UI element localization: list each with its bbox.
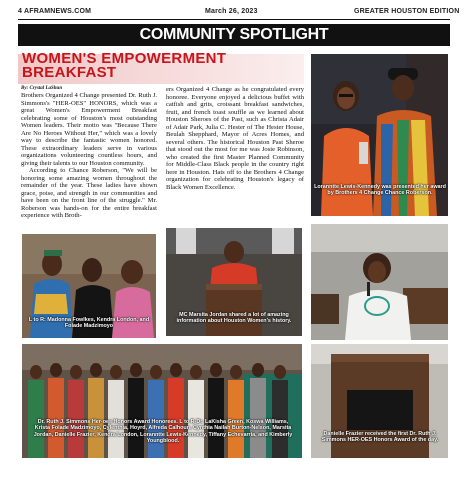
caption-mc-podium: MC Marsita Jordan shared a lot of amazing information about Houston Women's history. [176,312,292,325]
article-title-line2: BREAKFAST [22,64,117,81]
section-banner: COMMUNITY SPOTLIGHT [18,24,450,46]
header-rule [18,19,450,20]
article-column-2 [166,86,304,191]
issue-date: March 26, 2023 [205,8,258,15]
edition-name: GREATER HOUSTON EDITION [354,8,460,15]
caption-award-recipient: Danielle Frazier received the first Dr. Ruth J. Simmons HER-OES Honors Award of the day. [321,431,439,444]
article-title-line1: WOMEN'S EMPOWERMENT [22,50,227,67]
column-1-paragraph-1: Brothers Organized 4 Change presented Dr. Ruth J. Simmons's "HER-OES" HONORS, which was a great Women's Empowerment Breakfast celebrating some of Houston's most outstanding Women leaders. Their motto was "Because There Are No Heroes Without Her," which was a lovely way to describe the fantastic women honored. These extraordinary leaders serve in various organizations volunteering countless hours, and giving their talents to our Houston community. [21,92,157,167]
photo-speaker-microphone [311,224,448,340]
caption-award-presentation: Loranntte Lewis-Kennedy was presented her award by Brothers 4 Change Chance Roberson. [314,184,446,197]
byline: By: Crystal LaShun [21,86,63,91]
column-1-paragraph-2: According to Chance Roberson, "We will be honoring some amazing women throughout the remainder of the year. These ladies have shown grace, poise, and strength in our communities and have been on the front line of the struggle." Mr. Roberson was hands-on for the entire breakfast experience with Broth- [21,167,157,219]
article-title [22,52,306,80]
page-site: 4 AFRAMNEWS.COM [18,8,92,15]
caption-three-women: L to R: Madonna Fowlkes, Kendra London, and Folade Madzimoyo [28,317,150,330]
caption-honorees-group: Dr. Ruth J. Simmons Her-oes Honors Award Honorees. L to R-Dr. LaKisha Green, Koswa Williams, Krista Folade Madzimoyo, Cylenthia, Hoyrd, Alfreda Calhoun, Cynthia Nailah Burton-Nelson, Marsita Jordan, Danielle Frazier, Kendra London, Loranntte Lewis-Kennedy, Tiffany Echevarria, and Kimberly Youngblood. [33,419,293,444]
article-column-1 [21,92,157,220]
column-2-paragraph-1: ers Organized 4 Change as he congratulated every honoree. Everyone enjoyed a delicious buffet with catfish and grits, croissant breakfast sandwiches, fruit, and french toast souffle as we learned about Houston Sheroes of the Past, such as Christa Adair of Adair Park, Julia C. Hester of The Hester House, Beulah Shepphard, Mayor of Acres Homes, and several others. The historical Houston Past Sheroe that stood out the most for me was Josie Robinson, who created the first Master Planned Community for Middle-Class Black people in the country right here in Houston. Hats off to the Brothers 4 Change organization for celebrating Houston's legacy of Black Women Excellence. [166,86,304,191]
